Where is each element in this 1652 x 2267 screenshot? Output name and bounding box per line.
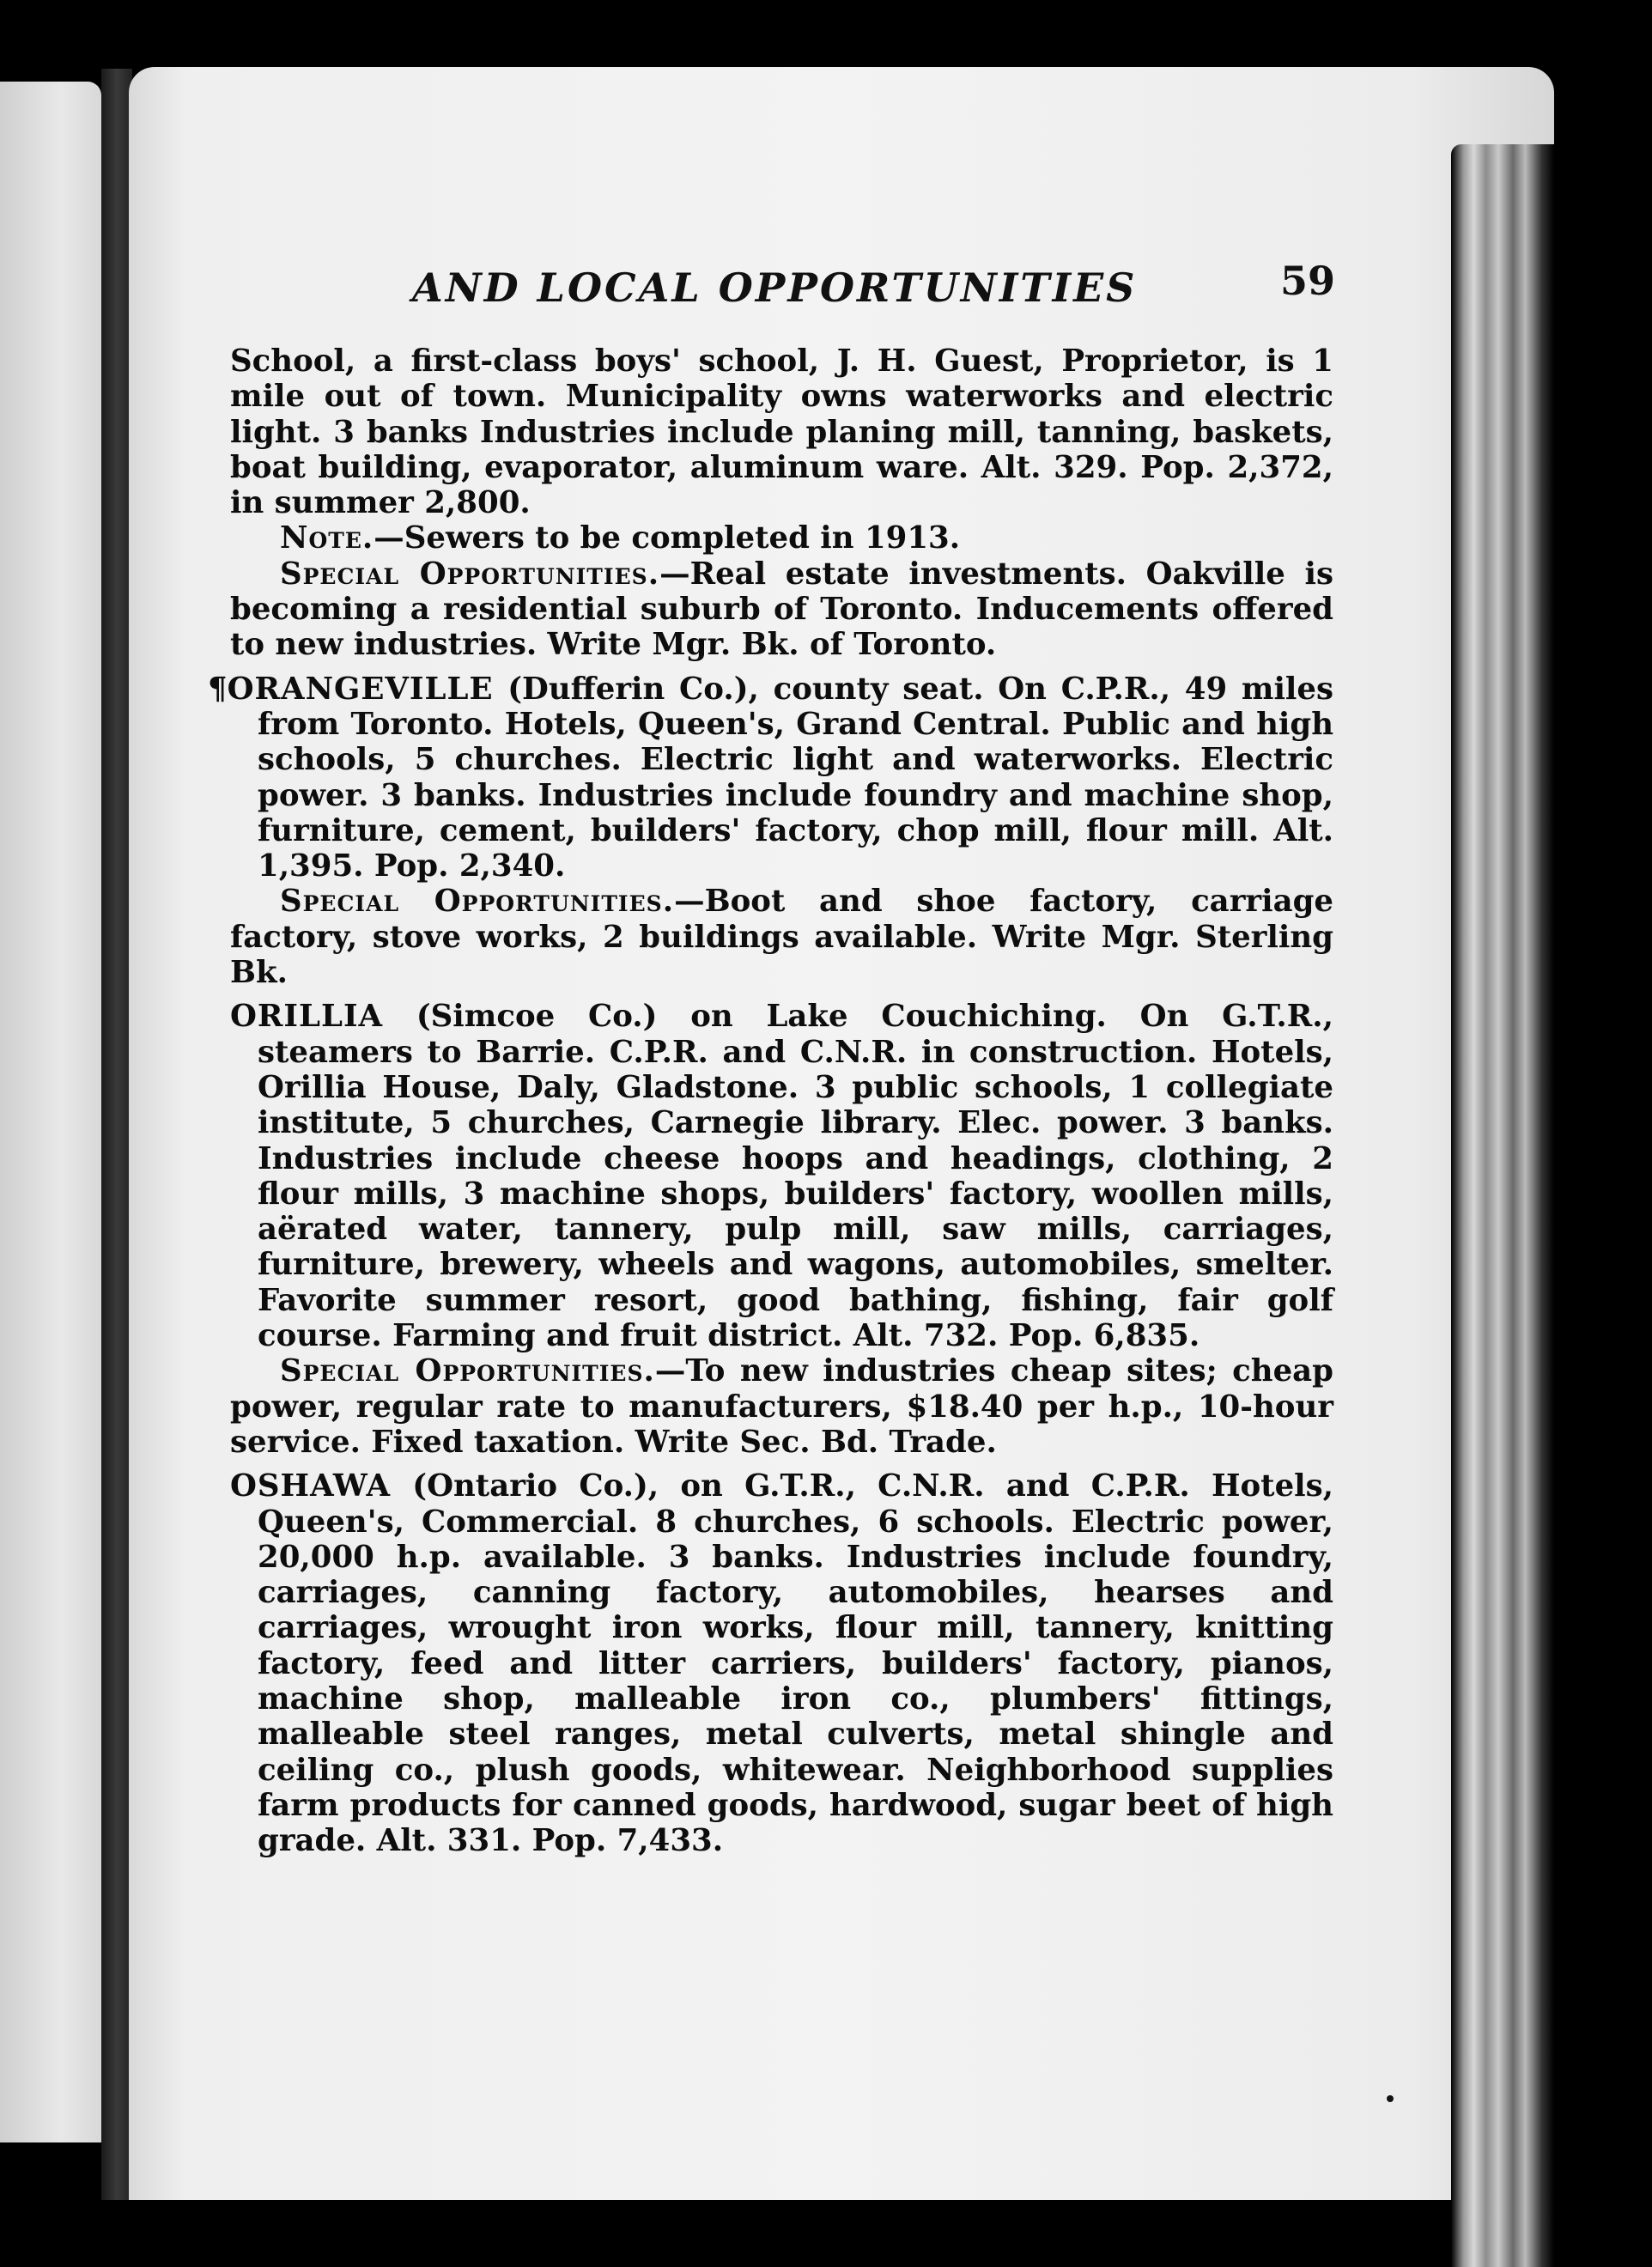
- print-dot: [1387, 2095, 1394, 2102]
- entry-body: (Simcoe Co.) on Lake Couchiching. On G.T.R., steamers to Barrie. C.P.R. and C.N.R. in construction. Hotels, Orillia House, Daly, Gladstone. 3 public schools, 1 collegiate institute, 5 churches, Carnegie library. Elec. power. 3 banks. Industries include cheese hoops and headings, clothing, 2 flour mills, 3 machine shops, builders' factory, woollen mills, aërated water, tannery, pulp mill, saw mills, carriages, furniture, brewery, wheels and wagons, automobiles, smelter. Favorite summer resort, good bathing, fishing, fair golf course. Farming and fruit district. Alt. 732. Pop. 6,835.: [258, 999, 1333, 1354]
- special-label: Special Opportunities.: [280, 884, 675, 920]
- note-label: Note.: [280, 520, 374, 556]
- running-head: [412, 258, 1335, 326]
- pilcrow-icon: ¶: [208, 671, 228, 707]
- oakville-continuation: [230, 343, 1333, 520]
- entry-name: OSHAWA: [230, 1468, 392, 1504]
- facing-page-edge: [0, 82, 101, 2142]
- entry-orangeville: [208, 671, 1333, 884]
- special-label: Special Opportunities.: [280, 556, 660, 592]
- oakville-note: [230, 520, 1333, 556]
- orillia-special: [230, 1353, 1333, 1460]
- note-text: —Sewers to be completed in 1913.: [374, 520, 961, 556]
- entry-body: (Dufferin Co.), county seat. On C.P.R., 49 miles from Toronto. Hotels, Queen's, Grand Central. Public and high schools, 5 churches. Electric light and waterworks. Electric power. 3 banks. Industries include foundry and machine shop, furniture, cement, builders' factory, chop mill, flour mill. Alt. 1,395. Pop. 2,340.: [258, 671, 1333, 884]
- oakville-body: School, a first-class boys' school, J. H. Guest, Proprietor, is 1 mile out of town. Municipality owns waterworks and electric light. 3 banks Industries include planing mill, tanning, baskets, boat building, evaporator, aluminum ware. Alt. 329. Pop. 2,372, in summer 2,800.: [230, 343, 1333, 521]
- entry-name: ORANGEVILLE: [227, 671, 494, 707]
- entry-body: (Ontario Co.), on G.T.R., C.N.R. and C.P.R. Hotels, Queen's, Commercial. 8 churches, 6 schools. Electric power, 20,000 h.p. available. 3 banks. Industries include foundry, carriages, canning factory, automobiles, hearses and carriages, wrought iron works, flour mill, tannery, knitting factory, feed and litter carriers, builders' factory, pianos, machine shop, malleable iron co., plumbers' fittings, malleable steel ranges, metal culverts, metal shingle and ceiling co., plush goods, whitewear. Neighborhood supplies farm products for canned goods, hardwood, sugar beet of high grade. Alt. 331. Pop. 7,433.: [258, 1468, 1333, 1859]
- orangeville-special: [230, 884, 1333, 990]
- page-stack-edge: [1451, 144, 1554, 2267]
- oakville-special: [230, 556, 1333, 663]
- entry-oshawa: [230, 1468, 1333, 1858]
- special-text: —Real estate investments. Oakville is becoming a residential suburb of Toronto. Inducements offered to new industries. Write Mgr. Bk. of Toronto.: [230, 556, 1333, 663]
- special-text: —Boot and shoe factory, carriage factory, stove works, 2 buildings available. Write Mgr. Sterling Bk.: [230, 884, 1333, 991]
- page-number: 59: [1279, 258, 1335, 304]
- entry-orillia: [230, 999, 1333, 1353]
- running-title: AND LOCAL OPPORTUNITIES: [412, 264, 1138, 311]
- special-label: Special Opportunities.: [280, 1353, 655, 1389]
- special-text: —To new industries cheap sites; cheap power, regular rate to manufacturers, $18.40 per h.p., 10-hour service. Fixed taxation. Write Sec. Bd. Trade.: [230, 1353, 1333, 1460]
- entry-name: ORILLIA: [230, 999, 384, 1035]
- page-body: [208, 343, 1333, 1859]
- book-gutter: [101, 69, 132, 2200]
